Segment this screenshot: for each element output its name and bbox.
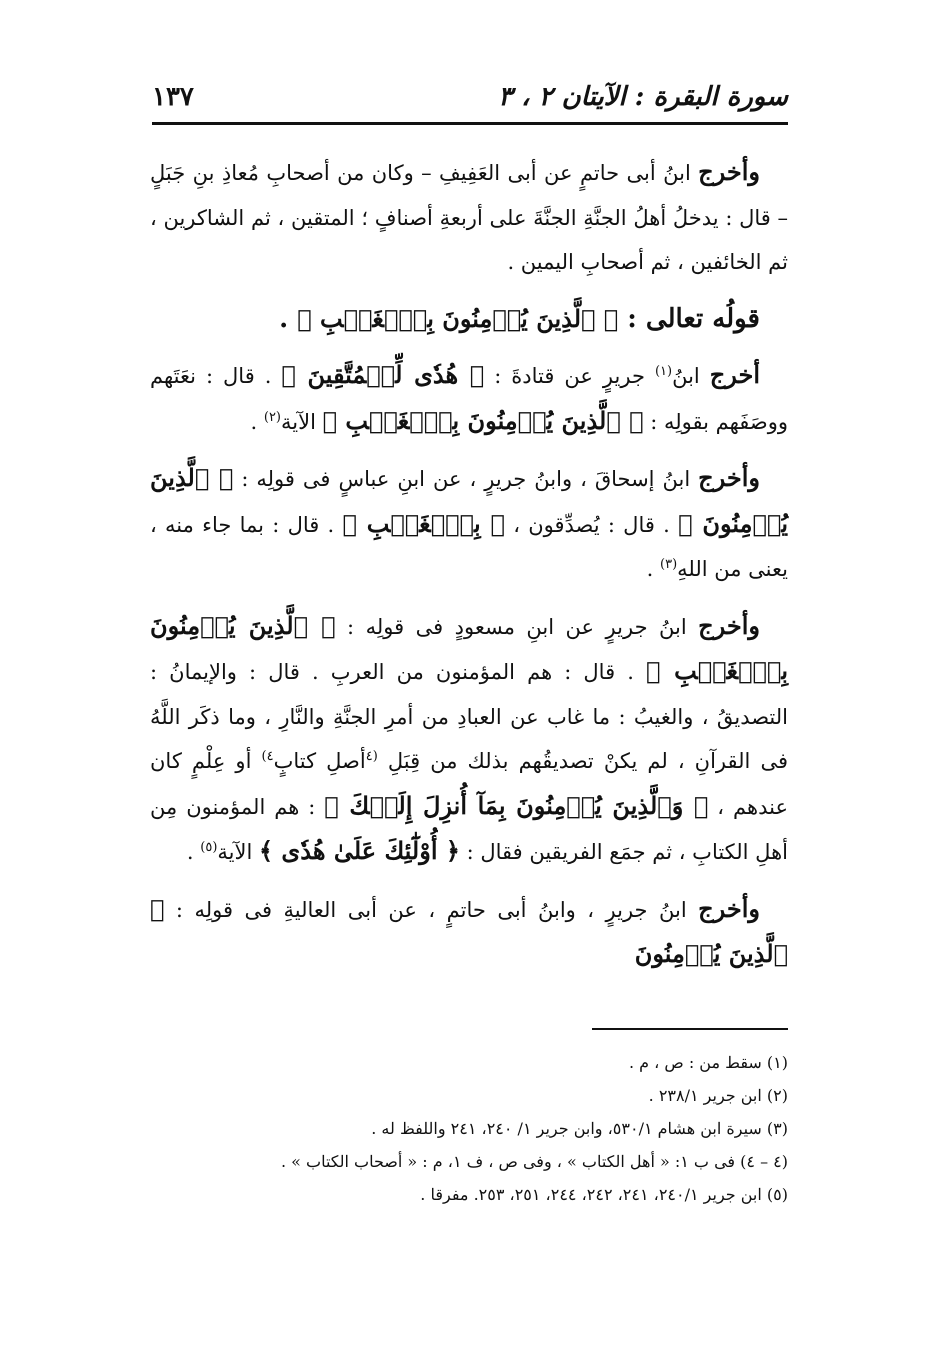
footnotes xyxy=(150,1046,788,1211)
paragraph-text: : هم المؤمنون مِن أهلِ الكتابِ ، ثم جمَع الفريقين فقال : xyxy=(150,794,788,864)
quran-verse: ﴿ ٱلَّذِينَ يُؤۡمِنُونَ بِٱلۡغَيۡبِ ﴾ xyxy=(150,610,788,685)
paragraph-text: الآية xyxy=(217,840,260,864)
paragraph-lead: وأخرج xyxy=(698,610,760,640)
paragraph-text: أصلِ كتابٍ xyxy=(273,749,366,773)
paragraph-text: ابنُ xyxy=(672,364,710,388)
paragraph-lead: وأخرج xyxy=(698,463,760,492)
quran-verse: ﴿ بِٱلۡغَيۡبِ ﴾ xyxy=(342,508,505,538)
footnote-marker: ٤) xyxy=(261,749,274,764)
paragraph-text: . قال : هم المؤمنون من العربِ . قال : والإيمانُ : التصديقُ ، والغيبُ : ما غاب عن العبادِ من أمرِ الجنَّةِ والنَّارِ ، وما ذكَر اللَّهُ فى القرآنِ ، لم يكنْ تصديقُهم بذلك من قِبَلِ xyxy=(150,660,788,773)
quran-verse: ﴿ ٱلَّذِينَ يُؤۡمِنُونَ بِٱلۡغَيۡبِ ﴾ xyxy=(322,405,644,435)
quran-verse: ﴿ ٱلَّذِينَ يُؤۡمِنُونَ ﴾ xyxy=(150,463,788,538)
footnote-5: (٥) ابن جرير ٢٤٠/١، ٢٤١، ٢٤٢، ٢٤٤، ٢٥١، ٢٥٣. مفرقا . xyxy=(420,1185,788,1204)
paragraph-text: . قال : نعَتَهم ووصَفَهم بقولِه : xyxy=(150,364,788,434)
footnote-marker: (٥) xyxy=(200,840,218,855)
heading-lead: قولُه تعالى : xyxy=(618,303,760,334)
footnote-marker: (٣) xyxy=(660,557,678,572)
quran-verse: ﴿ ٱلَّذِينَ يُؤۡمِنُونَ xyxy=(150,893,788,968)
footnote-4: (٤ – ٤) فى ب ١: « أهل الكتاب » ، وفى ص ، ف ١، م : « أصحاب الكتاب » . xyxy=(280,1152,788,1171)
footnote-2: (٢) ابن جرير ٢٣٨/١ . xyxy=(648,1086,788,1105)
footnote-marker: (٢) xyxy=(263,409,281,425)
paragraph-2 xyxy=(150,353,788,444)
paragraph-text: ابنُ إسحاقَ ، وابنُ جريرٍ ، عن ابنِ عباسٍ فى قولِه : xyxy=(233,467,699,491)
heading-tail: . xyxy=(279,303,298,334)
paragraph-text: . قال : بما جاء منه ، يعنى من اللهِ xyxy=(150,512,788,581)
footnote-marker: (٤ xyxy=(365,749,378,764)
page-header xyxy=(152,72,788,112)
paragraph-lead: أخرج xyxy=(709,360,760,389)
page-body xyxy=(150,150,788,990)
quran-verse: ﴿ ٱلَّذِينَ يُؤۡمِنُونَ بِٱلۡغَيۡبِ ﴾ xyxy=(297,303,619,333)
quran-verse: ﴿ هُدٗى لِّلۡمُتَّقِينَ ﴾ xyxy=(281,360,485,389)
paragraph-4 xyxy=(150,604,788,875)
paragraph-text: ابنُ جريرٍ ، وابنُ أبى حاتمٍ ، عن أبى العاليةِ فى قولِه : xyxy=(164,897,699,922)
paragraph-text: . xyxy=(250,409,264,434)
paragraph-text: ابنُ أبى حاتمٍ عن أبى العَفِيفِ – وكان من أصحابِ مُعاذِ بنِ جَبَلٍ – قال : يدخلُ أهلُ الجنَّةِ الجنَّةَ على أربعةِ أصنافٍ ؛ المتقين ، ثم الشاكرين ، ثم الخائفين ، ثم أصحابِ اليمين . xyxy=(150,161,788,274)
footnote-3: (٣) سيرة ابن هشام ٥٣٠/١، وابن جرير ١/ ٢٤٠، ٢٤١ واللفظ له . xyxy=(371,1119,788,1138)
paragraph-3 xyxy=(150,456,788,592)
header-rule xyxy=(152,122,788,125)
paragraph-lead: وأخرج xyxy=(698,157,760,186)
paragraph-text: جريرٍ عن قتادةَ : xyxy=(484,364,655,388)
paragraph-1 xyxy=(150,150,788,285)
running-title: سورة البقرة : الآيتان ٢ ، ٣ xyxy=(498,82,788,112)
paragraph-text: أو عِلْمٍ كان عندهم ، xyxy=(150,749,788,819)
paragraph-5 xyxy=(150,887,788,978)
paragraph-text: الآية xyxy=(281,409,323,434)
paragraph-text: . قال : يُصدِّقون ، xyxy=(504,512,679,537)
paragraph-lead: وأخرج xyxy=(698,893,760,923)
footnote-rule xyxy=(592,1028,788,1030)
paragraph-text: . xyxy=(646,557,660,581)
paragraph-text: ابنُ جريرٍ عن ابنِ مسعودٍ فى قولِه : xyxy=(335,614,699,639)
quran-verse: ﴿ وَٱلَّذِينَ يُؤۡمِنُونَ بِمَآ أُنزِلَ إِلَيۡكَ ﴾ xyxy=(324,790,709,820)
quran-verse: ﴿ أُوْلَٰٓئِكَ عَلَىٰ هُدٗى ﴾ xyxy=(259,836,460,865)
page-number: ١٣٧ xyxy=(152,82,194,112)
footnote-marker: (١) xyxy=(654,364,673,379)
section-heading xyxy=(150,297,788,342)
footnote-1: (١) سقط من : ص ، م . xyxy=(628,1053,788,1072)
paragraph-text: . xyxy=(186,840,201,864)
